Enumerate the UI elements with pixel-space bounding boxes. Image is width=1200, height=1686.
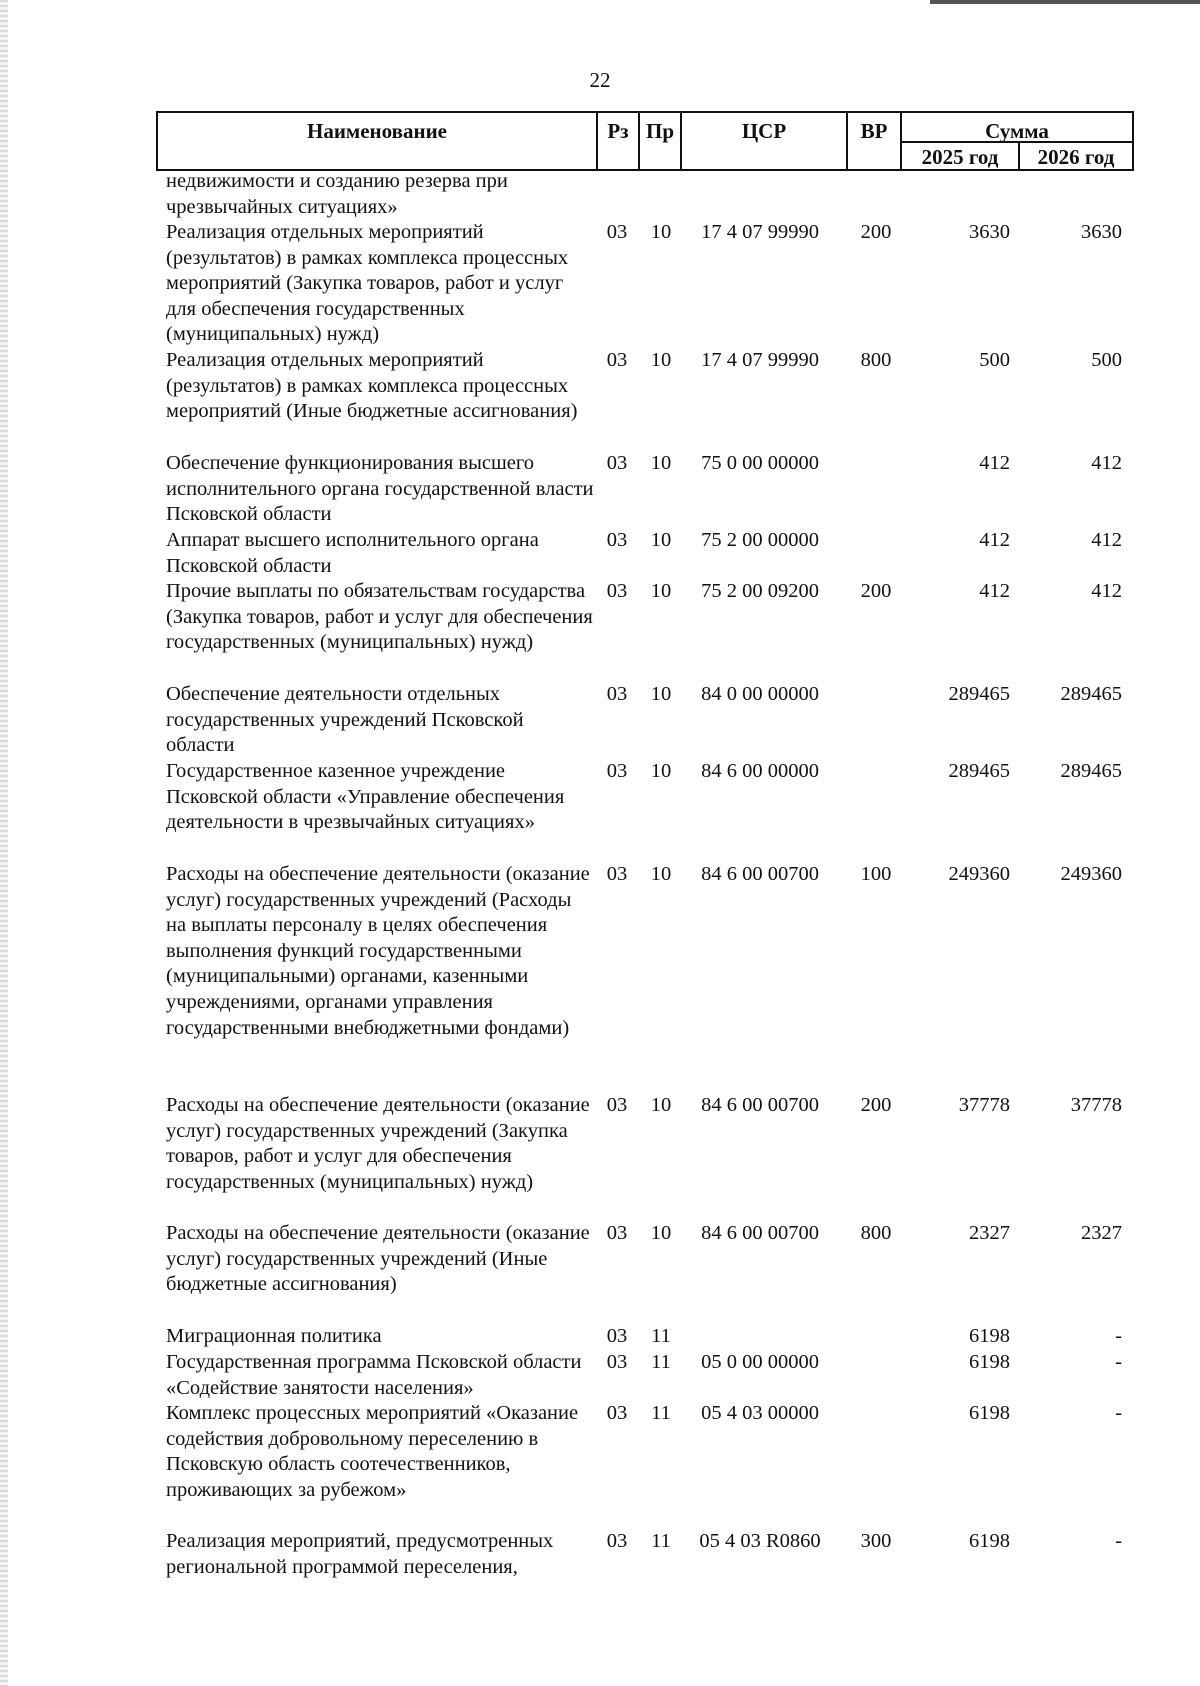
row-name: Комплекс процессных мероприятий «Оказание содействия добровольному переселению в Псковскую область соотечественников, проживающих за рубежом» <box>166 1402 579 1501</box>
row-csr: 05 4 03 00000 <box>701 1402 819 1424</box>
row-pr: 11 <box>651 1402 671 1424</box>
row-rz: 03 <box>606 1402 628 1424</box>
row-csr: 17 4 07 99990 <box>701 221 819 243</box>
row-sum-2025: 6198 <box>969 1530 1010 1552</box>
header-csr: ЦСР <box>682 113 848 169</box>
row-sum-2026: 412 <box>1091 529 1122 551</box>
row-sum-2026: 249360 <box>1060 863 1122 885</box>
table-header <box>156 111 1134 171</box>
row-sum-2025: 500 <box>979 349 1010 371</box>
row-name: Государственная программа Псковской области «Содействие занятости населения» <box>166 1351 582 1399</box>
row-pr: 10 <box>650 221 672 243</box>
row-name: Прочие выплаты по обязательствам государства (Закупка товаров, работ и услуг для обеспечения государственных (муниципальных) нужд) <box>166 580 593 654</box>
row-sum-2026: - <box>1115 1325 1122 1347</box>
row-vr: 200 <box>860 221 892 243</box>
row-sum-2025: 37778 <box>958 1094 1010 1116</box>
row-sum-2026: - <box>1115 1351 1122 1373</box>
row-sum-2025: 6198 <box>969 1351 1010 1373</box>
row-vr: 800 <box>860 349 892 371</box>
row-csr: 84 0 00 00000 <box>701 683 819 705</box>
row-name: Миграционная политика <box>166 1325 382 1347</box>
row-sum-2026: 37778 <box>1070 1094 1122 1116</box>
header-vr: ВР <box>848 113 902 169</box>
row-vr: 100 <box>860 863 892 885</box>
row-name: Реализация мероприятий, предусмотренных региональной программой переселения, <box>166 1530 554 1578</box>
row-name: Расходы на обеспечение деятельности (оказание услуг) государственных учреждений (Закупка товаров, работ и услуг для обеспечения государственных (муниципальных) нужд) <box>166 1094 590 1193</box>
row-sum-2026: 412 <box>1091 580 1122 602</box>
row-rz: 03 <box>606 1094 628 1116</box>
row-rz: 03 <box>606 221 628 243</box>
row-sum-2026: 289465 <box>1060 683 1122 705</box>
row-name: Расходы на обеспечение деятельности (оказание услуг) государственных учреждений (Иные бюджетные ассигнования) <box>166 1222 590 1296</box>
row-pr: 10 <box>650 1222 672 1244</box>
row-sum-2025: 6198 <box>969 1325 1010 1347</box>
row-pr: 10 <box>650 452 672 474</box>
row-pr: 10 <box>650 529 672 551</box>
row-sum-2026: - <box>1115 1530 1122 1552</box>
row-name: Государственное казенное учреждение Псковской области «Управление обеспечения деятельности в чрезвычайных ситуациях» <box>166 760 565 834</box>
header-2025: 2025 год <box>902 143 1020 169</box>
row-pr: 10 <box>650 580 672 602</box>
row-csr: 84 6 00 00700 <box>701 1094 819 1116</box>
row-pr: 10 <box>650 863 672 885</box>
row-pr: 10 <box>650 349 672 371</box>
row-rz: 03 <box>606 529 628 551</box>
row-sum-2026: 500 <box>1091 349 1122 371</box>
header-sum-group <box>902 113 1132 169</box>
row-sum-2026: - <box>1115 1402 1122 1424</box>
row-sum-2025: 412 <box>979 452 1010 474</box>
row-sum-2025: 249360 <box>948 863 1010 885</box>
row-rz: 03 <box>606 1325 628 1347</box>
row-sum-2026: 2327 <box>1081 1222 1122 1244</box>
row-csr: 84 6 00 00000 <box>701 760 819 782</box>
row-csr: 17 4 07 99990 <box>701 349 819 371</box>
row-sum-2026: 3630 <box>1081 221 1122 243</box>
row-sum-2025: 289465 <box>948 760 1010 782</box>
row-pr: 11 <box>651 1325 671 1347</box>
row-pr: 10 <box>650 760 672 782</box>
row-sum-2025: 2327 <box>969 1222 1010 1244</box>
row-pr: 11 <box>651 1530 671 1552</box>
row-name: Обеспечение функционирования высшего исполнительного органа государственной власти Псковской области <box>166 452 594 526</box>
scan-edge <box>0 0 8 1686</box>
row-rz: 03 <box>606 760 628 782</box>
row-pr: 10 <box>650 1094 672 1116</box>
row-sum-2026: 412 <box>1091 452 1122 474</box>
row-vr: 800 <box>860 1222 892 1244</box>
row-name: Обеспечение деятельности отдельных государственных учреждений Псковской области <box>166 683 524 757</box>
row-pr: 11 <box>651 1351 671 1373</box>
row-sum-2025: 6198 <box>969 1402 1010 1424</box>
row-rz: 03 <box>606 1530 628 1552</box>
row-pr: 10 <box>650 683 672 705</box>
row-sum-2025: 412 <box>979 580 1010 602</box>
row-name: Аппарат высшего исполнительного органа Псковской области <box>166 529 539 577</box>
page-number: 22 <box>589 68 611 92</box>
header-name: Наименование <box>158 113 598 169</box>
header-2026: 2026 год <box>1037 145 1115 169</box>
row-name: Расходы на обеспечение деятельности (оказание услуг) государственных учреждений (Расходы на выплаты персоналу в целях обеспечения выполнения функций государственными (муниципальными) органами, казенными учреждениями, органами управления государственными внебюджетными фондами) <box>166 863 590 1039</box>
row-name: недвижимости и созданию резерва при чрезвычайных ситуациях» <box>166 170 508 218</box>
row-csr: 84 6 00 00700 <box>701 863 819 885</box>
header-rz: Рз <box>598 113 640 169</box>
row-csr: 75 2 00 09200 <box>701 580 819 602</box>
row-vr: 200 <box>860 580 892 602</box>
row-csr: 05 4 03 R0860 <box>699 1530 821 1552</box>
row-csr: 84 6 00 00700 <box>701 1222 819 1244</box>
row-csr: 05 0 00 00000 <box>701 1351 819 1373</box>
row-rz: 03 <box>606 863 628 885</box>
row-name: Реализация отдельных мероприятий (результатов) в рамках комплекса процессных мероприятий (Иные бюджетные ассигнования) <box>166 349 578 423</box>
row-sum-2025: 412 <box>979 529 1010 551</box>
row-sum-2025: 3630 <box>969 221 1010 243</box>
row-sum-2026: 289465 <box>1060 760 1122 782</box>
row-sum-2025: 289465 <box>948 683 1010 705</box>
row-vr: 200 <box>860 1094 892 1116</box>
row-rz: 03 <box>606 349 628 371</box>
row-rz: 03 <box>606 1351 628 1373</box>
row-rz: 03 <box>606 1222 628 1244</box>
row-vr: 300 <box>860 1530 892 1552</box>
row-rz: 03 <box>606 683 628 705</box>
row-rz: 03 <box>606 452 628 474</box>
row-csr: 75 0 00 00000 <box>701 452 819 474</box>
scan-edge-top <box>930 0 1200 4</box>
row-rz: 03 <box>606 580 628 602</box>
row-name: Реализация отдельных мероприятий (результатов) в рамках комплекса процессных мероприятий (Закупка товаров, работ и услуг для обеспечения государственных (муниципальных) нужд) <box>166 221 569 346</box>
row-csr: 75 2 00 00000 <box>701 529 819 551</box>
header-pr: Пр <box>640 113 682 169</box>
header-sum: Сумма <box>902 113 1132 143</box>
